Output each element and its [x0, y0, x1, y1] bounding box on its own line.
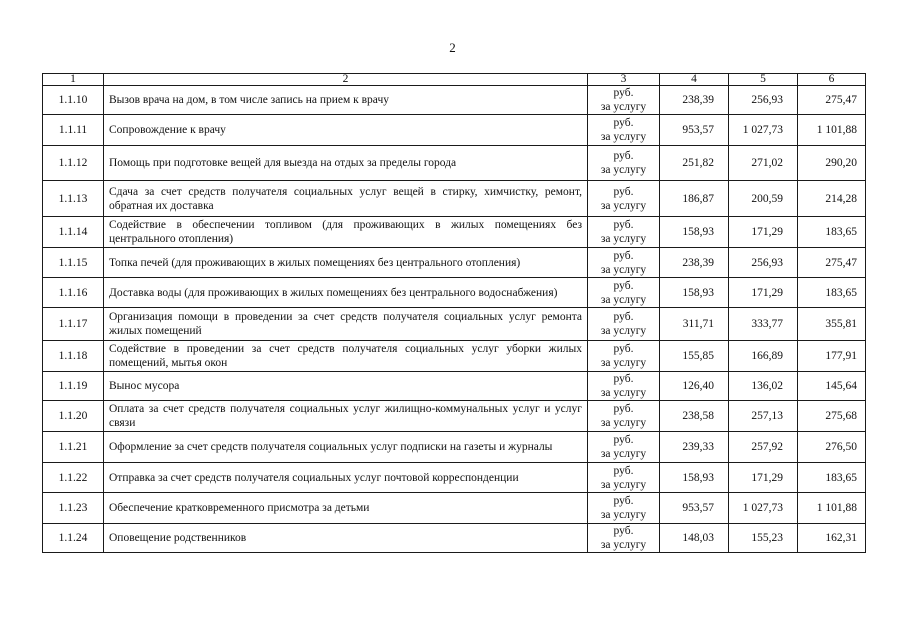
- unit-cell: [588, 372, 660, 401]
- unit-line-currency: руб.: [613, 311, 634, 323]
- unit-line-per-service: за услугу: [600, 509, 647, 521]
- page-number: 2: [449, 40, 456, 55]
- service-code-cell: 1.1.20: [43, 401, 104, 432]
- value-col6-cell: 1 101,88: [798, 115, 866, 146]
- service-code-cell: 1.1.15: [43, 248, 104, 278]
- unit-cell: [588, 115, 660, 146]
- service-code-cell: 1.1.21: [43, 432, 104, 463]
- value-col5-cell: 171,29: [729, 463, 798, 493]
- unit-line-currency: руб.: [613, 150, 634, 162]
- value-col5-cell: 1 027,73: [729, 115, 798, 146]
- value-col4-cell: 239,33: [660, 432, 729, 463]
- value-col5-cell: 1 027,73: [729, 493, 798, 524]
- service-name-cell: Оплата за счет средств получателя социальных услуг жилищно-коммунальных услуг и услуг связи: [104, 401, 588, 432]
- value-col6-cell: 162,31: [798, 524, 866, 553]
- service-code-cell: 1.1.22: [43, 463, 104, 493]
- value-col6-cell: 183,65: [798, 217, 866, 248]
- value-col5-cell: 166,89: [729, 341, 798, 372]
- value-col6-cell: 275,68: [798, 401, 866, 432]
- service-code-cell: 1.1.23: [43, 493, 104, 524]
- service-name-cell: Содействие в проведении за счет средств получателя социальных услуг уборки жилых помещений, мытья окон: [104, 341, 588, 372]
- value-col6-cell: 275,47: [798, 248, 866, 278]
- table-row: [43, 115, 866, 146]
- value-col4-cell: 158,93: [660, 217, 729, 248]
- service-code-cell: 1.1.24: [43, 524, 104, 553]
- unit-line-currency: руб.: [613, 343, 634, 355]
- value-col4-cell: 186,87: [660, 181, 729, 217]
- service-code-cell: 1.1.12: [43, 146, 104, 181]
- column-header-5: 5: [729, 74, 798, 86]
- service-name-cell: Помощь при подготовке вещей для выезда на отдых за пределы города: [104, 146, 588, 181]
- unit-line-currency: руб.: [613, 495, 634, 507]
- table-row: [43, 248, 866, 278]
- unit-line-currency: руб.: [613, 219, 634, 231]
- service-name-cell: Вызов врача на дом, в том числе запись на прием к врачу: [104, 86, 588, 115]
- unit-cell: [588, 146, 660, 181]
- value-col6-cell: 275,47: [798, 86, 866, 115]
- value-col4-cell: 953,57: [660, 493, 729, 524]
- value-col4-cell: 126,40: [660, 372, 729, 401]
- unit-line-currency: руб.: [613, 403, 634, 415]
- unit-line-per-service: за услугу: [600, 199, 647, 212]
- value-col5-cell: 171,29: [729, 217, 798, 248]
- unit-line-per-service: за услугу: [600, 233, 647, 245]
- unit-line-currency: руб.: [613, 249, 634, 262]
- value-col4-cell: 953,57: [660, 115, 729, 146]
- header-row: [43, 74, 866, 86]
- value-col6-cell: 290,20: [798, 146, 866, 181]
- table-row: [43, 401, 866, 432]
- unit-line-per-service: за услугу: [600, 478, 647, 491]
- value-col6-cell: 214,28: [798, 181, 866, 217]
- unit-line-per-service: за услугу: [600, 448, 647, 460]
- unit-line-per-service: за услугу: [600, 263, 647, 276]
- service-code-cell: 1.1.10: [43, 86, 104, 115]
- service-name-cell: Организация помощи в проведении за счет средств получателя социальных услуг ремонта жилых помещений: [104, 308, 588, 341]
- table-row: [43, 217, 866, 248]
- table-row: [43, 463, 866, 493]
- value-col5-cell: 256,93: [729, 86, 798, 115]
- value-col6-cell: 183,65: [798, 278, 866, 308]
- unit-cell: [588, 493, 660, 524]
- unit-line-currency: руб.: [613, 185, 634, 198]
- unit-line-currency: руб.: [613, 434, 634, 446]
- unit-line-per-service: за услугу: [600, 387, 647, 399]
- column-header-1: 1: [43, 74, 104, 86]
- unit-line-currency: руб.: [613, 279, 634, 292]
- value-col6-cell: 177,91: [798, 341, 866, 372]
- value-col5-cell: 257,92: [729, 432, 798, 463]
- unit-line-currency: руб.: [613, 117, 634, 129]
- value-col4-cell: 238,39: [660, 86, 729, 115]
- unit-cell: [588, 308, 660, 341]
- unit-line-per-service: за услугу: [600, 101, 647, 113]
- unit-cell: [588, 181, 660, 217]
- unit-line-per-service: за услугу: [600, 164, 647, 176]
- unit-cell: [588, 278, 660, 308]
- tariff-table: [42, 73, 866, 553]
- service-name-cell: Оформление за счет средств получателя социальных услуг подписки на газеты и журналы: [104, 432, 588, 463]
- table-row: [43, 278, 866, 308]
- service-code-cell: 1.1.17: [43, 308, 104, 341]
- unit-line-currency: руб.: [613, 464, 634, 477]
- value-col6-cell: 355,81: [798, 308, 866, 341]
- value-col5-cell: 256,93: [729, 248, 798, 278]
- value-col4-cell: 311,71: [660, 308, 729, 341]
- value-col5-cell: 271,02: [729, 146, 798, 181]
- unit-cell: [588, 341, 660, 372]
- table-row: [43, 341, 866, 372]
- value-col4-cell: 158,93: [660, 278, 729, 308]
- value-col4-cell: 251,82: [660, 146, 729, 181]
- value-col4-cell: 158,93: [660, 463, 729, 493]
- service-name-cell: Оповещение родственников: [104, 524, 588, 553]
- unit-line-per-service: за услугу: [600, 293, 647, 306]
- value-col5-cell: 171,29: [729, 278, 798, 308]
- unit-cell: [588, 524, 660, 553]
- unit-line-currency: руб.: [613, 87, 634, 99]
- value-col5-cell: 333,77: [729, 308, 798, 341]
- value-col5-cell: 200,59: [729, 181, 798, 217]
- unit-cell: [588, 217, 660, 248]
- service-name-cell: Обеспечение кратковременного присмотра за детьми: [104, 493, 588, 524]
- service-name-cell: Отправка за счет средств получателя социальных услуг почтовой корреспонденции: [104, 463, 588, 493]
- service-code-cell: 1.1.19: [43, 372, 104, 401]
- service-code-cell: 1.1.18: [43, 341, 104, 372]
- unit-line-per-service: за услугу: [600, 325, 647, 337]
- value-col4-cell: 238,39: [660, 248, 729, 278]
- unit-line-per-service: за услугу: [600, 131, 647, 143]
- value-col5-cell: 257,13: [729, 401, 798, 432]
- service-code-cell: 1.1.16: [43, 278, 104, 308]
- table-row: [43, 524, 866, 553]
- value-col6-cell: 183,65: [798, 463, 866, 493]
- service-code-cell: 1.1.13: [43, 181, 104, 217]
- value-col6-cell: 1 101,88: [798, 493, 866, 524]
- unit-cell: [588, 401, 660, 432]
- service-name-cell: Доставка воды (для проживающих в жилых помещениях без центрального водоснабжения): [104, 278, 588, 308]
- service-name-cell: Вынос мусора: [104, 372, 588, 401]
- service-name-cell: Содействие в обеспечении топливом (для проживающих в жилых помещениях без центрального отопления): [104, 217, 588, 248]
- table-row: [43, 308, 866, 341]
- unit-line-per-service: за услугу: [600, 539, 647, 551]
- service-name-cell: Топка печей (для проживающих в жилых помещениях без центрального отопления): [104, 248, 588, 278]
- unit-line-currency: руб.: [613, 373, 634, 385]
- value-col6-cell: 145,64: [798, 372, 866, 401]
- value-col4-cell: 238,58: [660, 401, 729, 432]
- column-header-6: 6: [798, 74, 866, 86]
- value-col5-cell: 155,23: [729, 524, 798, 553]
- table-row: [43, 146, 866, 181]
- column-header-2: 2: [104, 74, 588, 86]
- table-row: [43, 493, 866, 524]
- service-code-cell: 1.1.11: [43, 115, 104, 146]
- table-row: [43, 181, 866, 217]
- unit-cell: [588, 248, 660, 278]
- column-header-3: 3: [588, 74, 660, 86]
- value-col4-cell: 155,85: [660, 341, 729, 372]
- unit-line-per-service: за услугу: [600, 417, 647, 429]
- column-header-4: 4: [660, 74, 729, 86]
- service-code-cell: 1.1.14: [43, 217, 104, 248]
- table-row: [43, 432, 866, 463]
- table-row: [43, 86, 866, 115]
- service-name-cell: Сопровождение к врачу: [104, 115, 588, 146]
- value-col4-cell: 148,03: [660, 524, 729, 553]
- unit-cell: [588, 86, 660, 115]
- value-col6-cell: 276,50: [798, 432, 866, 463]
- unit-line-currency: руб.: [613, 525, 634, 537]
- unit-line-per-service: за услугу: [600, 357, 647, 369]
- table-row: [43, 372, 866, 401]
- unit-cell: [588, 463, 660, 493]
- service-name-cell: Сдача за счет средств получателя социальных услуг вещей в стирку, химчистку, ремонт, обратная их доставка: [104, 181, 588, 217]
- value-col5-cell: 136,02: [729, 372, 798, 401]
- unit-cell: [588, 432, 660, 463]
